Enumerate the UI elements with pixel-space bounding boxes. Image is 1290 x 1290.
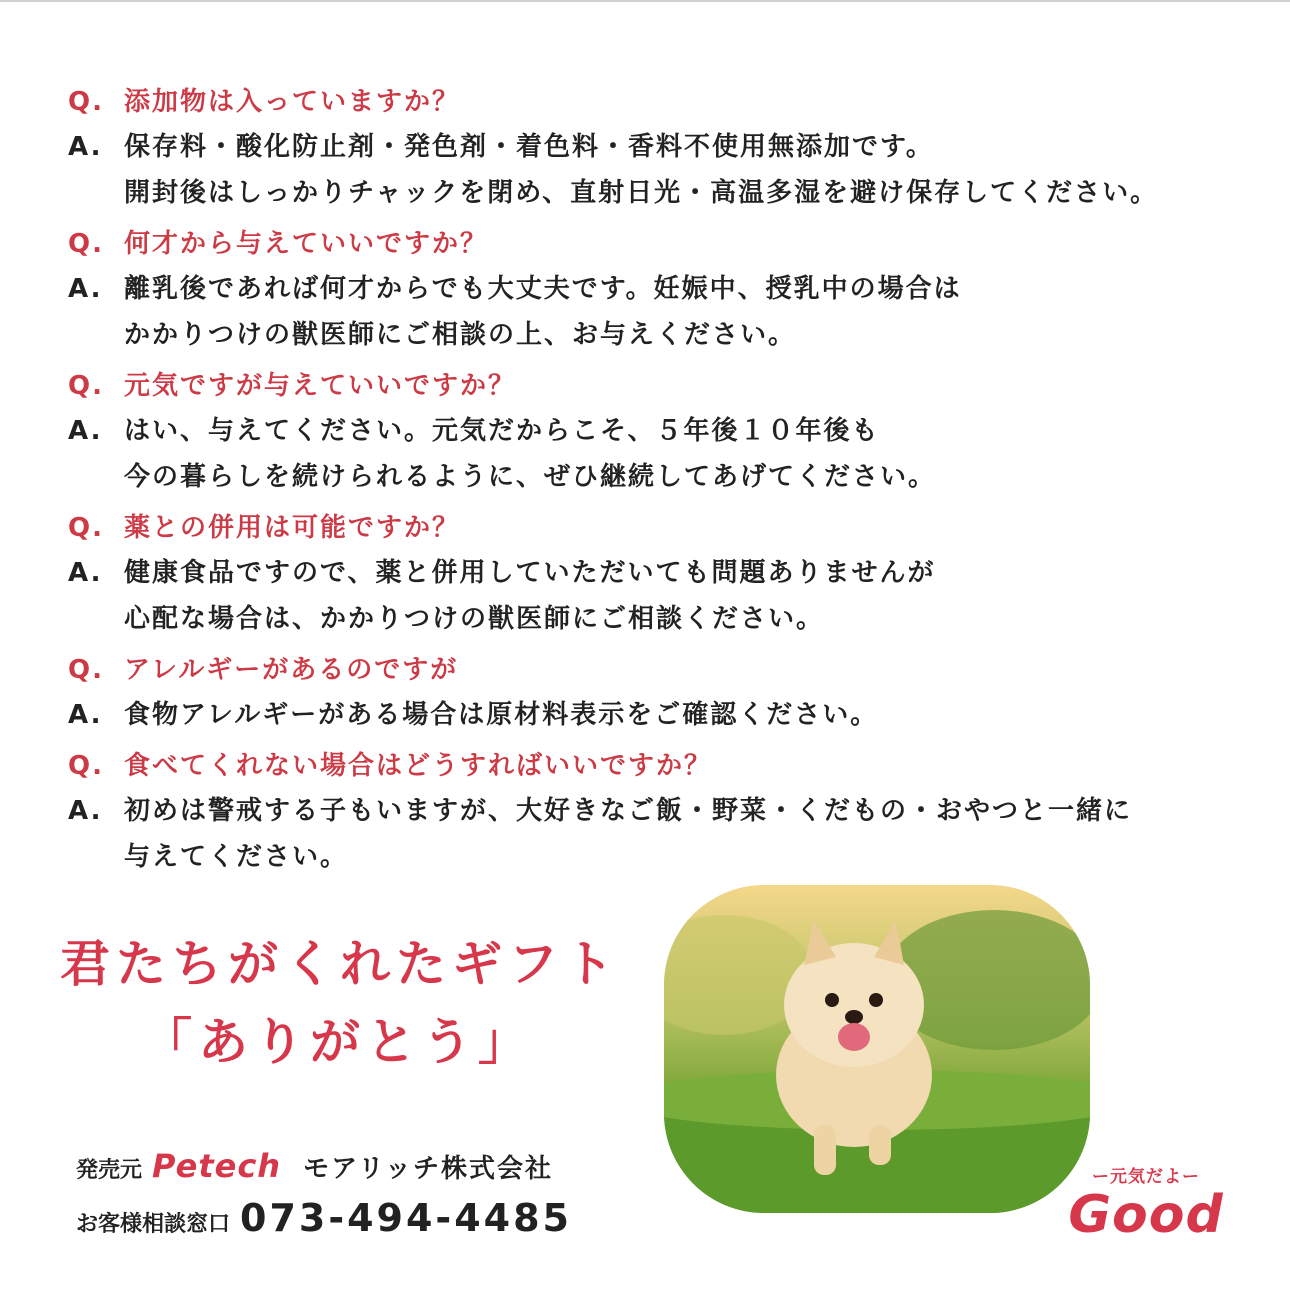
good-subtitle: ー元気だよー	[1092, 1167, 1200, 1187]
question-text: 添加物は入っていますか？	[124, 87, 461, 117]
faq-answer	[68, 788, 1258, 880]
question-text: 元気ですが与えていいですか？	[124, 371, 517, 401]
faq-item	[68, 650, 1258, 738]
question-text: 食べてくれない場合はどうすればいいですか？	[124, 751, 713, 781]
question-prefix: Q.	[68, 513, 104, 543]
faq-item	[68, 366, 1258, 500]
faq-answer	[68, 408, 1258, 500]
question-prefix: Q.	[68, 655, 104, 685]
question-prefix: Q.	[68, 87, 104, 117]
faq-answer	[68, 266, 1258, 358]
question-prefix: Q.	[68, 371, 104, 401]
answer-line: 開封後はしっかりチャックを閉め、直射日光・高温多湿を避け保存してください。	[124, 178, 1159, 208]
faq-question	[68, 366, 1258, 406]
answer-prefix: A.	[68, 558, 103, 588]
answer-prefix: A.	[68, 416, 103, 446]
answer-line: 与えてください。	[124, 842, 349, 872]
contact-info	[76, 1196, 572, 1240]
good-badge	[1066, 1162, 1226, 1243]
answer-prefix: A.	[68, 132, 103, 162]
question-text: 何才から与えていいですか？	[124, 229, 489, 259]
gift-line-1: 君たちがくれたギフト	[60, 935, 620, 993]
faq-question	[68, 508, 1258, 548]
answer-prefix: A.	[68, 700, 103, 730]
seller-label: 発売元	[76, 1158, 143, 1183]
answer-line: 離乳後であれば何才からでも大丈夫です。妊娠中、授乳中の場合は	[124, 274, 962, 304]
pomeranian-illustration	[664, 885, 1090, 1213]
faq-question	[68, 746, 1258, 786]
question-text: 薬との併用は可能ですか？	[124, 513, 461, 543]
good-word: Good	[1068, 1185, 1224, 1245]
answer-line: 保存料・酸化防止剤・発色剤・着色料・香料不使用無添加です。	[124, 132, 934, 162]
faq-item	[68, 508, 1258, 642]
contact-label: お客様相談窓口	[76, 1212, 231, 1237]
faq-question	[68, 650, 1258, 690]
answer-prefix: A.	[68, 274, 103, 304]
answer-line: 心配な場合は、かかりつけの獣医師にご相談ください。	[124, 604, 825, 634]
question-prefix: Q.	[68, 229, 104, 259]
answer-line: 初めは警戒する子もいますが、大好きなご飯・野菜・くだもの・おやつと一緒に	[124, 796, 1133, 826]
faq-item	[68, 224, 1258, 358]
question-prefix: Q.	[68, 751, 104, 781]
answer-line: はい、与えてください。元気だからこそ、５年後１０年後も	[124, 416, 880, 446]
top-divider	[0, 0, 1290, 2]
faq-answer	[68, 550, 1258, 642]
answer-prefix: A.	[68, 796, 103, 826]
faq-question	[68, 224, 1258, 264]
brand-logo: Petech	[152, 1147, 282, 1185]
faq-section	[68, 82, 1258, 888]
company-name: モアリッチ株式会社	[303, 1154, 553, 1184]
faq-answer	[68, 124, 1258, 216]
gift-line-2: 「ありがとう」	[142, 1013, 534, 1071]
phone-number: 073-494-4485	[240, 1196, 572, 1240]
faq-question	[68, 82, 1258, 122]
seller-info	[76, 1147, 553, 1185]
answer-line: かかりつけの獣医師にご相談の上、お与えください。	[124, 320, 797, 350]
gift-headline	[60, 925, 660, 1081]
dog-photo	[664, 885, 1090, 1213]
faq-item	[68, 82, 1258, 216]
question-text: アレルギーがあるのですが	[124, 655, 459, 685]
answer-line: 今の暮らしを続けられるように、ぜひ継続してあげてください。	[124, 462, 937, 492]
faq-answer	[68, 692, 1258, 738]
faq-item	[68, 746, 1258, 880]
answer-line: 健康食品ですので、薬と併用していただいても問題ありませんが	[124, 558, 936, 588]
answer-line: 食物アレルギーがある場合は原材料表示をご確認ください。	[124, 700, 879, 730]
